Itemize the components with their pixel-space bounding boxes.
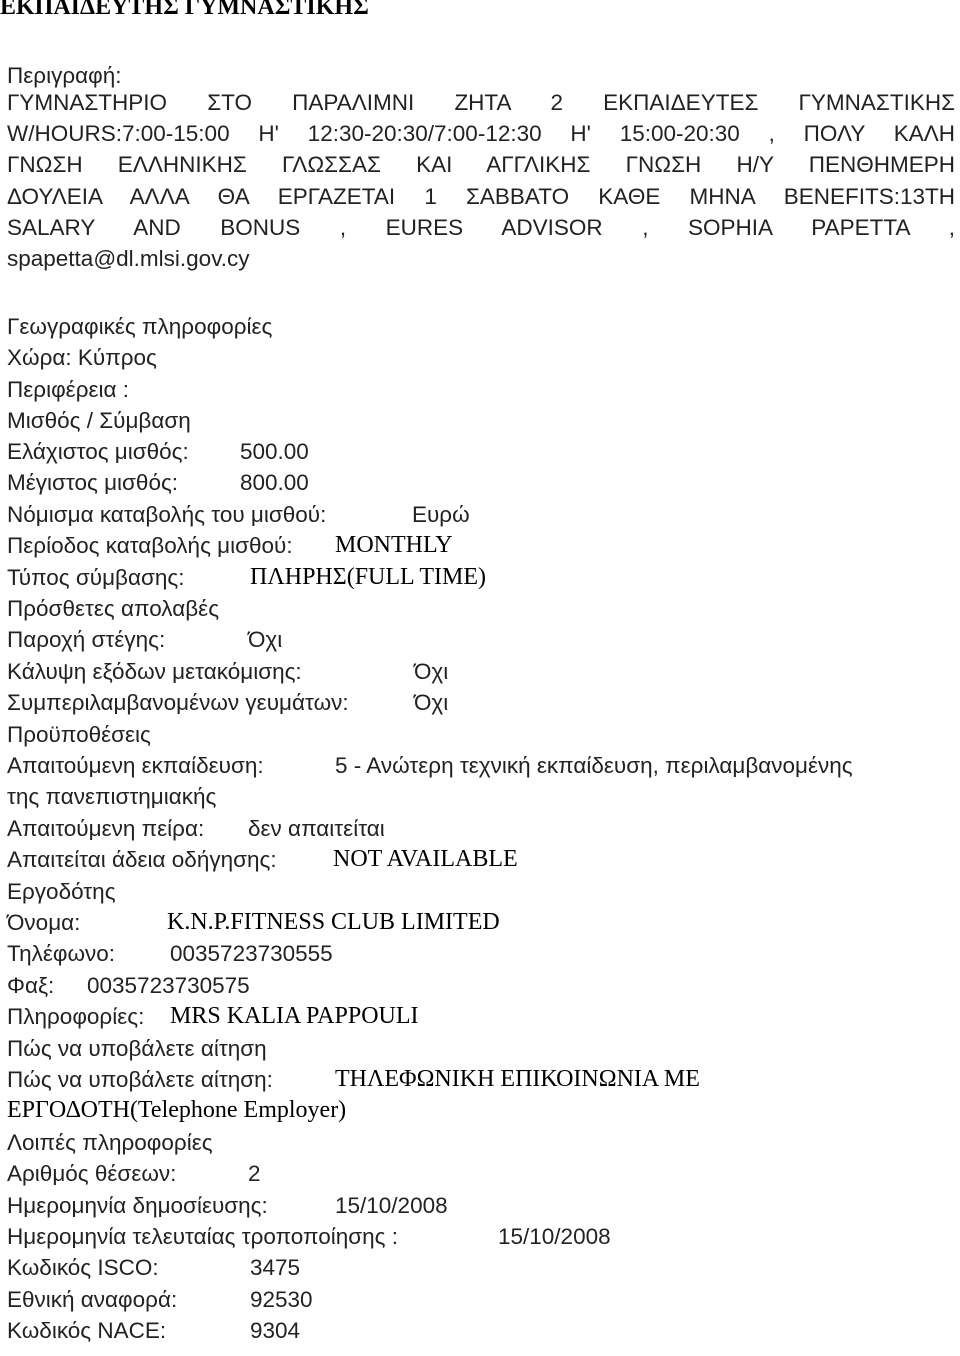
max-salary-label: Μέγιστος μισθός: xyxy=(7,470,179,495)
employer-heading: Εργοδότης xyxy=(7,879,116,904)
info-value: MRS KALIA PAPPOULI xyxy=(170,1003,419,1029)
experience-label: Απαιτούμενη πείρα: xyxy=(7,816,205,841)
education-label: Απαιτούμενη εκπαίδευση: xyxy=(7,753,264,778)
description-label: Περιγραφή: xyxy=(7,63,122,88)
description-line: ΓΥΜΝΑΣΤΗΡΙΟ ΣΤΟ ΠΑΡΑΛΙΜΝΙ ΖΗΤΑ 2 ΕΚΠΑΙΔΕΥΤΕΣ ΓΥΜΝΑΣΤΙΚΗΣ xyxy=(7,90,955,115)
description-line: SALARY AND BONUS , EURES ADVISOR , SOPHIA PAPETTA , xyxy=(7,214,955,240)
phone-label: Τηλέφωνο: xyxy=(7,941,116,966)
pay-period-value: MONTHLY xyxy=(335,532,453,558)
requirements-heading: Προϋποθέσεις xyxy=(7,722,151,747)
meals-value: Όχι xyxy=(414,690,449,715)
employer-name-label: Όνομα: xyxy=(7,910,81,935)
min-salary-value: 500.00 xyxy=(240,439,309,464)
phone-value: 0035723730555 xyxy=(170,941,333,966)
housing-label: Παροχή στέγης: xyxy=(7,627,166,652)
nace-value: 9304 xyxy=(250,1318,301,1343)
apply-heading: Πώς να υποβάλετε αίτηση xyxy=(7,1036,267,1061)
education-value-continued: της πανεπιστημιακής xyxy=(7,784,217,809)
fax-label: Φαξ: xyxy=(7,973,55,998)
education-value: 5 - Ανώτερη τεχνική εκπαίδευση, περιλαμβανομένης xyxy=(335,753,853,778)
apply-method-label: Πώς να υποβάλετε αίτηση: xyxy=(7,1067,273,1092)
relocation-label: Κάλυψη εξόδων μετακόμισης: xyxy=(7,659,302,684)
isco-label: Κωδικός ISCO: xyxy=(7,1255,159,1280)
page-title: ΕΚΠΑΙΔΕΥΤΗΣ ΓΥΜΝΑΣΤΙΚΗΣ xyxy=(0,0,369,20)
country: Χώρα: Κύπρος xyxy=(7,345,157,370)
nace-label: Κωδικός NACE: xyxy=(7,1318,167,1343)
pay-period-label: Περίοδος καταβολής μισθού: xyxy=(7,533,293,558)
contract-type-label: Τύπος σύμβασης: xyxy=(7,565,185,590)
description-text xyxy=(7,87,955,274)
apply-method-value-continued: ΕΡΓΟΔΟΤΗ(Telephone Employer) xyxy=(7,1097,347,1123)
modified-date-label: Ημερομηνία τελευταίας τροποποίησης : xyxy=(7,1224,398,1249)
positions-value: 2 xyxy=(248,1161,261,1186)
info-label: Πληροφορίες: xyxy=(7,1004,145,1029)
currency-label: Νόμισμα καταβολής του μισθού: xyxy=(7,502,327,527)
license-label: Απαιτείται άδεια οδήγησης: xyxy=(7,847,277,872)
description-email: spapetta@dl.mlsi.gov.cy xyxy=(7,246,250,272)
isco-value: 3475 xyxy=(250,1255,301,1280)
experience-value: δεν απαιτείται xyxy=(248,816,385,841)
description-line: ΔΟΥΛΕΙΑ ΑΛΛΑ ΘΑ ΕΡΓΑΖΕΤΑΙ 1 ΣΑΒΒΑΤΟ ΚΑΘΕ ΜΗΝΑ BENEFITS:13TH xyxy=(7,183,955,209)
positions-label: Αριθμός θέσεων: xyxy=(7,1161,177,1186)
description-line: ΓΝΩΣΗ ΕΛΛΗΝΙΚΗΣ ΓΛΩΣΣΑΣ ΚΑΙ ΑΓΓΛΙΚΗΣ ΓΝΩΣΗ Η/Υ ΠΕΝΘΗΜΕΡΗ xyxy=(7,152,955,178)
relocation-value: Όχι xyxy=(414,659,449,684)
national-ref-label: Εθνική αναφορά: xyxy=(7,1287,178,1312)
geo-heading: Γεωγραφικές πληροφορίες xyxy=(7,314,273,339)
min-salary-label: Ελάχιστος μισθός: xyxy=(7,439,189,464)
contract-type-value: ΠΛΗΡΗΣ(FULL TIME) xyxy=(250,564,487,590)
currency-value: Ευρώ xyxy=(412,502,470,527)
description-line: W/HOURS:7:00-15:00 Η' 12:30-20:30/7:00-12:30 Η' 15:00-20:30 , ΠΟΛΥ ΚΑΛΗ xyxy=(7,121,955,147)
housing-value: Όχι xyxy=(248,627,283,652)
fax-value: 0035723730575 xyxy=(87,973,250,998)
region: Περιφέρεια : xyxy=(7,377,130,402)
other-info-heading: Λοιπές πληροφορίες xyxy=(7,1130,213,1155)
employer-name-value: K.N.P.FITNESS CLUB LIMITED xyxy=(167,909,500,935)
max-salary-value: 800.00 xyxy=(240,470,309,495)
apply-method-value: ΤΗΛΕΦΩΝΙΚΗ ΕΠΙΚΟΙΝΩΝΙΑ ΜΕ xyxy=(335,1066,700,1092)
license-value: NOT AVAILABLE xyxy=(333,846,518,872)
salary-heading: Μισθός / Σύμβαση xyxy=(7,408,191,433)
meals-label: Συμπεριλαμβανομένων γευμάτων: xyxy=(7,690,349,715)
national-ref-value: 92530 xyxy=(250,1287,313,1312)
modified-date-value: 15/10/2008 xyxy=(498,1224,611,1249)
published-date-value: 15/10/2008 xyxy=(335,1193,448,1218)
benefits-heading: Πρόσθετες απολαβές xyxy=(7,596,220,621)
published-date-label: Ημερομηνία δημοσίευσης: xyxy=(7,1193,268,1218)
